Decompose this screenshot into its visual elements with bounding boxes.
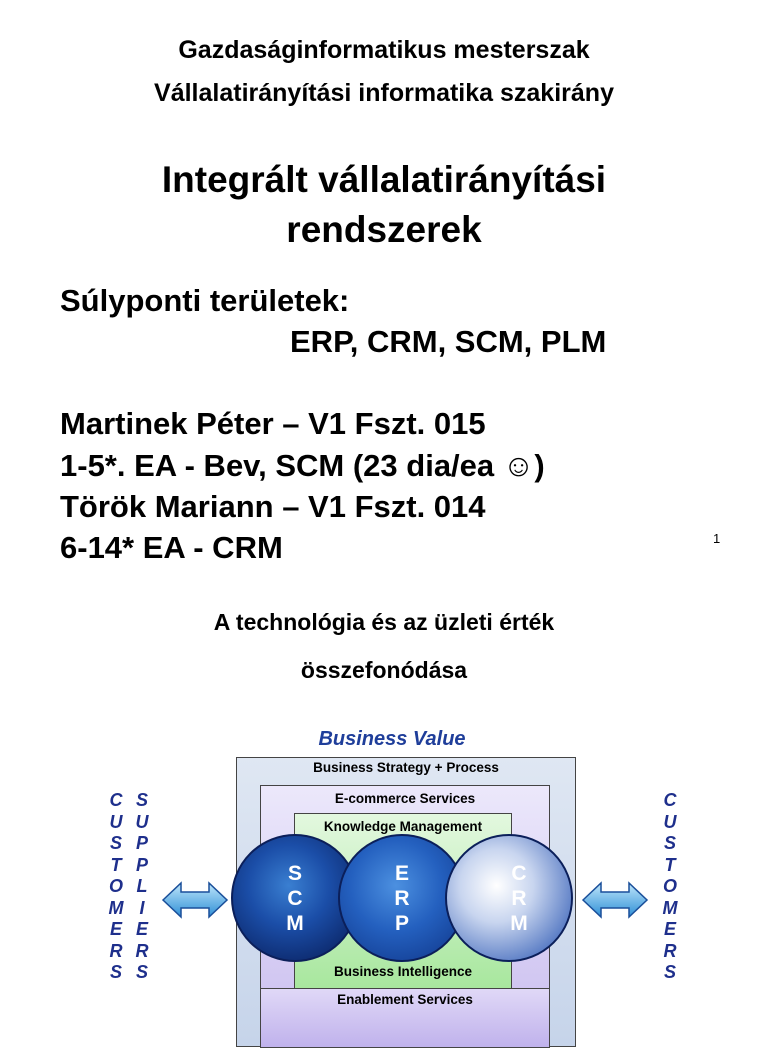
double-arrow-left-icon [161, 880, 229, 920]
column-letter: O [108, 876, 123, 896]
column-letter: L [136, 876, 148, 896]
business-intelligence-label: Business Intelligence [333, 964, 473, 979]
focus-values: ERP, CRM, SCM, PLM [290, 324, 607, 359]
program-line-1: Gazdaságinformatikus mesterszak [178, 36, 590, 64]
scm-circle-text [275, 861, 315, 936]
crm-letter: M [510, 912, 528, 935]
column-letter: S [135, 790, 148, 810]
scm-letter: M [286, 912, 304, 935]
lectures-2: 6-14* EA - CRM [60, 530, 283, 565]
page-number: 1 [713, 531, 721, 546]
column-letter: S [663, 962, 676, 982]
knowledge-management-label: Knowledge Management [323, 819, 483, 834]
focus-label: Súlyponti területek: [60, 283, 350, 318]
column-letter: S [109, 833, 122, 853]
column-letter: E [109, 919, 122, 939]
crm-circle-text [499, 861, 539, 936]
column-letter: R [663, 940, 677, 961]
column-letter: U [135, 811, 149, 832]
slide-title-line-1: Integrált vállalatirányítási [161, 159, 607, 200]
column-letter: I [139, 897, 145, 918]
column-letter: O [662, 876, 677, 896]
erp-letter: R [394, 887, 410, 910]
column-letter: T [664, 854, 676, 875]
double-arrow-right-icon [581, 880, 649, 920]
lecturer-2: Török Mariann – V1 Fszt. 014 [60, 489, 486, 524]
column-letter: M [662, 897, 678, 918]
column-letter: P [135, 833, 148, 853]
left-suppliers-column [133, 790, 151, 984]
erp-letter: P [394, 912, 409, 935]
column-letter: R [109, 940, 123, 961]
lecturer-1: Martinek Péter – V1 Fszt. 015 [60, 406, 486, 441]
scm-letter: C [287, 887, 303, 910]
column-letter: S [135, 962, 148, 982]
business-value-diagram [97, 724, 677, 1024]
column-letter: S [663, 833, 676, 853]
lectures-1: 1-5*. EA - Bev, SCM (23 dia/ea ☺) [60, 448, 545, 483]
slide2-title-line-2: összefonódása [300, 657, 468, 683]
business-strategy-label: Business Strategy + Process [313, 760, 499, 775]
business-value-heading: Business Value [318, 728, 466, 750]
right-customers-column [661, 790, 679, 984]
erp-circle-text [382, 861, 422, 936]
column-letter: R [135, 940, 149, 961]
crm-letter: C [511, 862, 527, 885]
crm-letter: R [511, 887, 527, 910]
column-letter: E [135, 919, 148, 939]
column-letter: C [663, 790, 677, 810]
column-letter: E [663, 919, 676, 939]
column-letter: M [108, 897, 124, 918]
column-letter: U [663, 811, 677, 832]
scm-letter: S [287, 862, 302, 885]
erp-letter: E [394, 862, 409, 885]
ecommerce-label: E-commerce Services [334, 791, 476, 806]
left-customers-column [107, 790, 125, 984]
program-line-2: Vállalatirányítási informatika szakirány [154, 79, 614, 107]
column-letter: S [109, 962, 122, 982]
slide-title-line-2: rendszerek [286, 209, 482, 250]
column-letter: P [135, 854, 148, 875]
column-letter: U [109, 811, 123, 832]
slide2-title-line-1: A technológia és az üzleti érték [213, 609, 555, 635]
column-letter: T [110, 854, 122, 875]
column-letter: C [109, 790, 123, 810]
enablement-label: Enablement Services [337, 992, 473, 1007]
